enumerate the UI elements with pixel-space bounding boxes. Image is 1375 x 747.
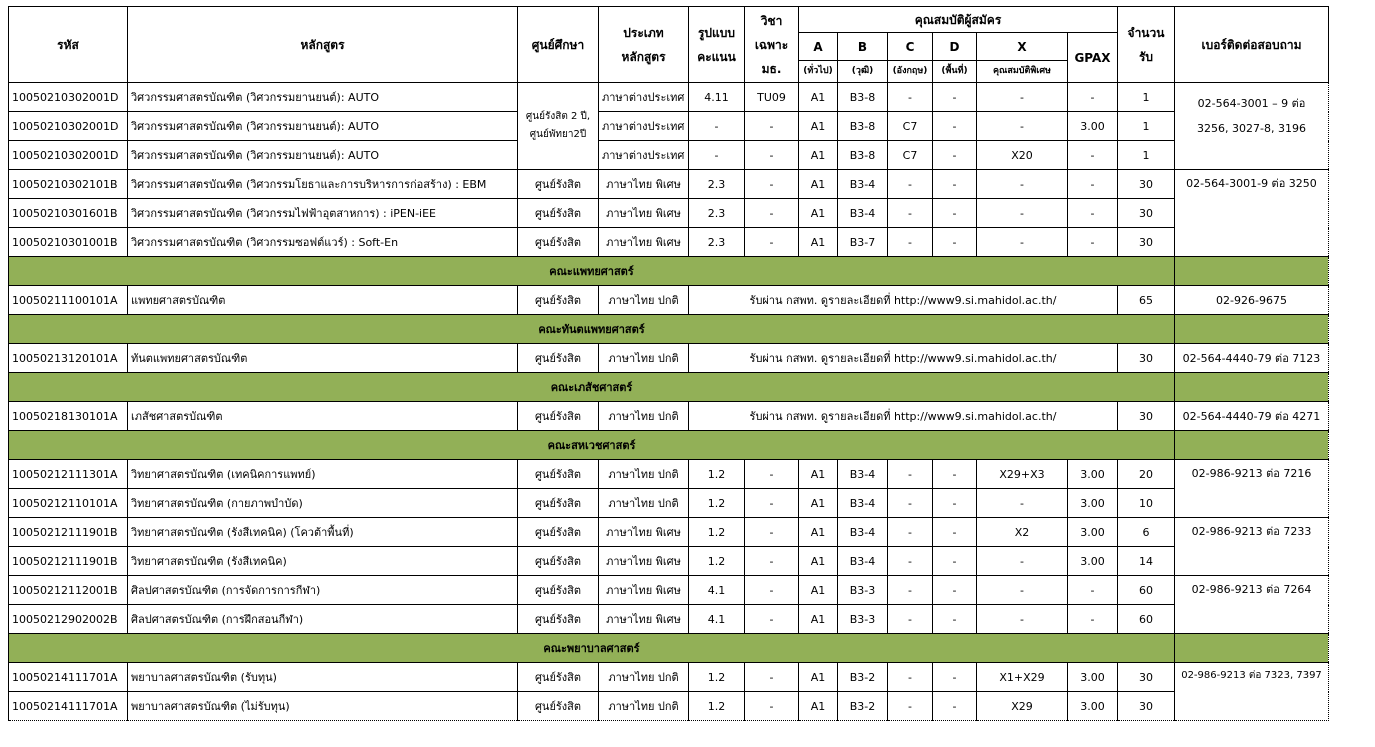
- cell-gpax: -: [1068, 141, 1118, 170]
- header-contact: เบอร์ติดต่อสอบถาม: [1175, 7, 1329, 83]
- cell-code: 10050212110101A: [9, 489, 128, 518]
- cell-x: -: [977, 576, 1068, 605]
- cell-gpax: -: [1068, 576, 1118, 605]
- cell-code: 10050210302101B: [9, 170, 128, 199]
- admissions-table: [8, 6, 1329, 721]
- cell-type: ภาษาไทย พิเศษ: [599, 199, 689, 228]
- cell-gpax: 3.00: [1068, 112, 1118, 141]
- cell-seats: 1: [1118, 141, 1175, 170]
- cell-code: 10050213120101A: [9, 344, 128, 373]
- header-code: รหัส: [9, 7, 128, 83]
- cell-c: -: [888, 199, 933, 228]
- cell-subject: -: [745, 547, 799, 576]
- cell-center: ศูนย์รังสิต: [518, 518, 599, 547]
- faculty-empty-cell: [1175, 634, 1329, 663]
- cell-contact: 02-564-4440-79 ต่อ 4271: [1175, 402, 1329, 431]
- table-row: [9, 460, 1329, 489]
- cell-b: B3-2: [838, 692, 888, 721]
- header-program: หลักสูตร: [128, 7, 518, 83]
- cell-program: ศิลปศาสตรบัณฑิต (การฝึกสอนกีฬา): [128, 605, 518, 634]
- cell-seats: 30: [1118, 692, 1175, 721]
- faculty-label: คณะทันตแพทยศาสตร์: [9, 315, 1175, 344]
- cell-contact-merged: 02-564-3001-9 ต่อ 3250: [1175, 170, 1329, 257]
- table-row: [9, 576, 1329, 605]
- cell-center: ศูนย์รังสิต: [518, 692, 599, 721]
- cell-center-l1: ศูนย์รังสิต 2 ปี,: [525, 111, 591, 122]
- cell-contact-l1: 02-564-3001 – 9 ต่อ: [1197, 97, 1306, 110]
- cell-type: ภาษาไทย ปกติ: [599, 344, 689, 373]
- cell-a: A1: [799, 547, 838, 576]
- cell-subject: -: [745, 460, 799, 489]
- cell-program: วิศวกรรมศาสตรบัณฑิต (วิศวกรรมไฟฟ้าอุตสาหการ) : iPEN-iEE: [128, 199, 518, 228]
- header-seats-l1: จำนวน: [1127, 25, 1165, 40]
- cell-code: 10050218130101A: [9, 402, 128, 431]
- cell-type: ภาษาไทย ปกติ: [599, 460, 689, 489]
- cell-a: A1: [799, 576, 838, 605]
- cell-note: รับผ่าน กสพท. ดูรายละเอียดที่ http://www9.si.mahidol.ac.th/: [689, 402, 1118, 431]
- header-score-l1: รูปแบบ: [697, 25, 736, 40]
- cell-type: ภาษาไทย ปกติ: [599, 663, 689, 692]
- cell-d: -: [933, 692, 977, 721]
- cell-code: 10050212112001B: [9, 576, 128, 605]
- cell-c: -: [888, 170, 933, 199]
- cell-seats: 60: [1118, 576, 1175, 605]
- cell-x: -: [977, 228, 1068, 257]
- cell-type: ภาษาต่างประเทศ: [599, 141, 689, 170]
- faculty-row: [9, 634, 1329, 663]
- faculty-label: คณะพยาบาลศาสตร์: [9, 634, 1175, 663]
- cell-gpax: 3.00: [1068, 692, 1118, 721]
- cell-center: ศูนย์รังสิต: [518, 576, 599, 605]
- cell-a: A1: [799, 228, 838, 257]
- faculty-empty-cell: [1175, 373, 1329, 402]
- cell-subject: -: [745, 663, 799, 692]
- cell-d: -: [933, 605, 977, 634]
- cell-d: -: [933, 141, 977, 170]
- cell-seats: 10: [1118, 489, 1175, 518]
- faculty-empty-cell: [1175, 315, 1329, 344]
- cell-x: -: [977, 489, 1068, 518]
- cell-gpax: -: [1068, 199, 1118, 228]
- cell-seats: 1: [1118, 83, 1175, 112]
- cell-b: B3-4: [838, 199, 888, 228]
- cell-b: B3-4: [838, 518, 888, 547]
- cell-d: -: [933, 489, 977, 518]
- cell-gpax: 3.00: [1068, 489, 1118, 518]
- table-row: [9, 344, 1329, 373]
- header-score: [689, 7, 745, 83]
- table-row: [9, 663, 1329, 692]
- header-type: [599, 7, 689, 83]
- cell-score: 2.3: [689, 199, 745, 228]
- cell-subject: -: [745, 518, 799, 547]
- cell-program: วิศวกรรมศาสตรบัณฑิต (วิศวกรรมยานยนต์): AUTO: [128, 112, 518, 141]
- table-row: [9, 489, 1329, 518]
- cell-b: B3-4: [838, 170, 888, 199]
- cell-subject: -: [745, 692, 799, 721]
- cell-center: ศูนย์รังสิต: [518, 286, 599, 315]
- cell-x: X20: [977, 141, 1068, 170]
- cell-code: 10050211100101A: [9, 286, 128, 315]
- cell-code: 10050210301001B: [9, 228, 128, 257]
- cell-contact: 02-926-9675: [1175, 286, 1329, 315]
- cell-c: -: [888, 576, 933, 605]
- cell-seats: 30: [1118, 402, 1175, 431]
- cell-gpax: 3.00: [1068, 663, 1118, 692]
- cell-seats: 65: [1118, 286, 1175, 315]
- cell-code: 10050210301601B: [9, 199, 128, 228]
- cell-center: ศูนย์รังสิต: [518, 199, 599, 228]
- cell-a: A1: [799, 692, 838, 721]
- header-d: D: [933, 33, 977, 61]
- cell-gpax: 3.00: [1068, 518, 1118, 547]
- header-b: B: [838, 33, 888, 61]
- cell-b: B3-8: [838, 83, 888, 112]
- cell-x: -: [977, 170, 1068, 199]
- cell-program: แพทยศาสตรบัณฑิต: [128, 286, 518, 315]
- cell-center: ศูนย์รังสิต: [518, 460, 599, 489]
- cell-x: X2: [977, 518, 1068, 547]
- cell-x: -: [977, 112, 1068, 141]
- header-subject: [745, 7, 799, 83]
- cell-d: -: [933, 663, 977, 692]
- cell-subject: -: [745, 228, 799, 257]
- cell-subject: -: [745, 605, 799, 634]
- cell-contact-l2: 3256, 3027-8, 3196: [1197, 122, 1306, 136]
- faculty-empty-cell: [1175, 257, 1329, 286]
- cell-code: 10050210302001D: [9, 83, 128, 112]
- header-subject-l2: เฉพาะ: [754, 37, 789, 52]
- cell-a: A1: [799, 489, 838, 518]
- cell-type: ภาษาไทย ปกติ: [599, 286, 689, 315]
- cell-d: -: [933, 170, 977, 199]
- header-type-l1: ประเภท: [623, 25, 664, 40]
- header-c: C: [888, 33, 933, 61]
- cell-program: ศิลปศาสตรบัณฑิต (การจัดการการกีฬา): [128, 576, 518, 605]
- cell-score: 2.3: [689, 170, 745, 199]
- cell-x: -: [977, 605, 1068, 634]
- cell-score: 4.1: [689, 576, 745, 605]
- header-score-l2: คะแนน: [697, 49, 736, 64]
- header-subject-l1: วิชา: [760, 13, 783, 28]
- table-row: [9, 605, 1329, 634]
- cell-program: ทันตแพทยศาสตรบัณฑิต: [128, 344, 518, 373]
- cell-b: B3-3: [838, 605, 888, 634]
- cell-contact-merged: 02-986-9213 ต่อ 7323, 7397: [1175, 663, 1329, 721]
- cell-x: -: [977, 199, 1068, 228]
- cell-score: 4.1: [689, 605, 745, 634]
- header-qualifications: คุณสมบัติผู้สมัคร: [799, 7, 1118, 33]
- cell-center: ศูนย์รังสิต: [518, 170, 599, 199]
- cell-code: 10050214111701A: [9, 663, 128, 692]
- cell-seats: 30: [1118, 170, 1175, 199]
- header-seats-l2: รับ: [1138, 49, 1154, 64]
- cell-score: 1.2: [689, 547, 745, 576]
- cell-gpax: -: [1068, 605, 1118, 634]
- cell-program: วิศวกรรมศาสตรบัณฑิต (วิศวกรรมยานยนต์): AUTO: [128, 141, 518, 170]
- faculty-row: [9, 315, 1329, 344]
- cell-score: 1.2: [689, 460, 745, 489]
- header-a: A: [799, 33, 838, 61]
- header-center: ศูนย์ศึกษา: [518, 7, 599, 83]
- cell-center-merged: [518, 83, 599, 170]
- table-row: [9, 547, 1329, 576]
- cell-type: ภาษาไทย พิเศษ: [599, 547, 689, 576]
- cell-a: A1: [799, 460, 838, 489]
- table-row: [9, 112, 1329, 141]
- cell-program: พยาบาลศาสตรบัณฑิต (รับทุน): [128, 663, 518, 692]
- cell-gpax: -: [1068, 228, 1118, 257]
- cell-type: ภาษาไทย พิเศษ: [599, 170, 689, 199]
- cell-c: -: [888, 547, 933, 576]
- cell-gpax: 3.00: [1068, 460, 1118, 489]
- cell-type: ภาษาไทย พิเศษ: [599, 605, 689, 634]
- table-row: [9, 170, 1329, 199]
- cell-score: 4.11: [689, 83, 745, 112]
- cell-gpax: -: [1068, 83, 1118, 112]
- cell-contact-merged: 02-986-9213 ต่อ 7264: [1175, 576, 1329, 634]
- cell-code: 10050212902002B: [9, 605, 128, 634]
- cell-c: -: [888, 83, 933, 112]
- cell-seats: 60: [1118, 605, 1175, 634]
- cell-c: C7: [888, 112, 933, 141]
- cell-b: B3-4: [838, 460, 888, 489]
- cell-subject: -: [745, 112, 799, 141]
- cell-seats: 30: [1118, 228, 1175, 257]
- header-d-sub: (พื้นที่): [933, 61, 977, 83]
- cell-contact-merged: 02-986-9213 ต่อ 7233: [1175, 518, 1329, 576]
- cell-code: 10050210302001D: [9, 112, 128, 141]
- faculty-row: [9, 257, 1329, 286]
- cell-program: วิทยาศาสตรบัณฑิต (รังสีเทคนิค) (โควต้าพื้นที่): [128, 518, 518, 547]
- table-row: [9, 286, 1329, 315]
- cell-contact-merged: [1175, 83, 1329, 170]
- cell-program: วิศวกรรมศาสตรบัณฑิต (วิศวกรรมยานยนต์): AUTO: [128, 83, 518, 112]
- table-row: [9, 228, 1329, 257]
- cell-seats: 20: [1118, 460, 1175, 489]
- cell-b: B3-2: [838, 663, 888, 692]
- cell-x: X29: [977, 692, 1068, 721]
- cell-d: -: [933, 460, 977, 489]
- cell-note: รับผ่าน กสพท. ดูรายละเอียดที่ http://www9.si.mahidol.ac.th/: [689, 286, 1118, 315]
- cell-gpax: 3.00: [1068, 547, 1118, 576]
- cell-code: 10050210302001D: [9, 141, 128, 170]
- cell-a: A1: [799, 83, 838, 112]
- table-row: [9, 692, 1329, 721]
- cell-seats: 30: [1118, 199, 1175, 228]
- cell-subject: -: [745, 576, 799, 605]
- cell-b: B3-8: [838, 112, 888, 141]
- cell-program: วิทยาศาสตรบัณฑิต (กายภาพบำบัด): [128, 489, 518, 518]
- cell-type: ภาษาไทย พิเศษ: [599, 228, 689, 257]
- cell-program: วิศวกรรมศาสตรบัณฑิต (วิศวกรรมซอฟต์แวร์) : Soft-En: [128, 228, 518, 257]
- cell-b: B3-8: [838, 141, 888, 170]
- cell-b: B3-7: [838, 228, 888, 257]
- cell-x: -: [977, 547, 1068, 576]
- cell-subject: -: [745, 199, 799, 228]
- cell-d: -: [933, 83, 977, 112]
- cell-seats: 30: [1118, 344, 1175, 373]
- cell-b: B3-4: [838, 547, 888, 576]
- cell-code: 10050214111701A: [9, 692, 128, 721]
- cell-score: -: [689, 141, 745, 170]
- cell-note: รับผ่าน กสพท. ดูรายละเอียดที่ http://www9.si.mahidol.ac.th/: [689, 344, 1118, 373]
- cell-subject: -: [745, 170, 799, 199]
- cell-a: A1: [799, 605, 838, 634]
- cell-x: X1+X29: [977, 663, 1068, 692]
- faculty-label: คณะสหเวชศาสตร์: [9, 431, 1175, 460]
- faculty-row: [9, 431, 1329, 460]
- cell-type: ภาษาต่างประเทศ: [599, 112, 689, 141]
- cell-d: -: [933, 576, 977, 605]
- cell-d: -: [933, 547, 977, 576]
- cell-c: C7: [888, 141, 933, 170]
- header-a-sub: (ทั่วไป): [799, 61, 838, 83]
- cell-seats: 6: [1118, 518, 1175, 547]
- header-c-sub: (อังกฤษ): [888, 61, 933, 83]
- cell-type: ภาษาไทย ปกติ: [599, 402, 689, 431]
- cell-score: 1.2: [689, 489, 745, 518]
- cell-type: ภาษาไทย ปกติ: [599, 692, 689, 721]
- header-b-sub: (วุฒิ): [838, 61, 888, 83]
- cell-type: ภาษาไทย พิเศษ: [599, 576, 689, 605]
- cell-c: -: [888, 460, 933, 489]
- cell-subject: -: [745, 489, 799, 518]
- cell-program: วิศวกรรมศาสตรบัณฑิต (วิศวกรรมโยธาและการบริหารการก่อสร้าง) : EBM: [128, 170, 518, 199]
- cell-gpax: -: [1068, 170, 1118, 199]
- cell-center: ศูนย์รังสิต: [518, 228, 599, 257]
- cell-b: B3-3: [838, 576, 888, 605]
- cell-program: วิทยาศาสตรบัณฑิต (เทคนิคการแพทย์): [128, 460, 518, 489]
- cell-score: -: [689, 112, 745, 141]
- cell-a: A1: [799, 141, 838, 170]
- cell-score: 1.2: [689, 663, 745, 692]
- faculty-label: คณะเภสัชศาสตร์: [9, 373, 1175, 402]
- cell-center: ศูนย์รังสิต: [518, 663, 599, 692]
- cell-x: -: [977, 83, 1068, 112]
- cell-d: -: [933, 518, 977, 547]
- cell-code: 10050212111901B: [9, 547, 128, 576]
- cell-c: -: [888, 663, 933, 692]
- cell-d: -: [933, 228, 977, 257]
- cell-a: A1: [799, 170, 838, 199]
- cell-program: เภสัชศาสตรบัณฑิต: [128, 402, 518, 431]
- cell-b: B3-4: [838, 489, 888, 518]
- cell-c: -: [888, 228, 933, 257]
- cell-program: พยาบาลศาสตรบัณฑิต (ไม่รับทุน): [128, 692, 518, 721]
- cell-center: ศูนย์รังสิต: [518, 402, 599, 431]
- cell-a: A1: [799, 112, 838, 141]
- cell-a: A1: [799, 663, 838, 692]
- cell-seats: 1: [1118, 112, 1175, 141]
- faculty-row: [9, 373, 1329, 402]
- cell-center: ศูนย์รังสิต: [518, 547, 599, 576]
- cell-code: 10050212111301A: [9, 460, 128, 489]
- header-x-sub: คุณสมบัติพิเศษ: [977, 61, 1068, 83]
- header-gpax: GPAX: [1068, 33, 1118, 83]
- cell-c: -: [888, 518, 933, 547]
- cell-contact-merged: 02-986-9213 ต่อ 7216: [1175, 460, 1329, 518]
- cell-d: -: [933, 112, 977, 141]
- cell-center: ศูนย์รังสิต: [518, 344, 599, 373]
- cell-type: ภาษาต่างประเทศ: [599, 83, 689, 112]
- cell-type: ภาษาไทย ปกติ: [599, 489, 689, 518]
- header-seats: [1118, 7, 1175, 83]
- table-row: [9, 83, 1329, 112]
- cell-type: ภาษาไทย พิเศษ: [599, 518, 689, 547]
- cell-d: -: [933, 199, 977, 228]
- cell-subject: -: [745, 141, 799, 170]
- header-subject-l3: มธ.: [761, 61, 782, 76]
- cell-c: -: [888, 605, 933, 634]
- cell-subject: TU09: [745, 83, 799, 112]
- cell-center-l2: ศูนย์พัทยา2ปี: [529, 129, 587, 140]
- cell-center: ศูนย์รังสิต: [518, 489, 599, 518]
- cell-a: A1: [799, 518, 838, 547]
- cell-score: 1.2: [689, 518, 745, 547]
- cell-program: วิทยาศาสตรบัณฑิต (รังสีเทคนิค): [128, 547, 518, 576]
- cell-seats: 30: [1118, 663, 1175, 692]
- cell-score: 2.3: [689, 228, 745, 257]
- cell-c: -: [888, 692, 933, 721]
- cell-center: ศูนย์รังสิต: [518, 605, 599, 634]
- cell-score: 1.2: [689, 692, 745, 721]
- table-row: [9, 141, 1329, 170]
- cell-x: X29+X3: [977, 460, 1068, 489]
- table-row: [9, 402, 1329, 431]
- table-row: [9, 518, 1329, 547]
- cell-code: 10050212111901B: [9, 518, 128, 547]
- cell-seats: 14: [1118, 547, 1175, 576]
- faculty-empty-cell: [1175, 431, 1329, 460]
- cell-a: A1: [799, 199, 838, 228]
- header-x: X: [977, 33, 1068, 61]
- cell-contact: 02-564-4440-79 ต่อ 7123: [1175, 344, 1329, 373]
- faculty-label: คณะแพทยศาสตร์: [9, 257, 1175, 286]
- header-type-l2: หลักสูตร: [621, 49, 666, 64]
- cell-c: -: [888, 489, 933, 518]
- table-row: [9, 199, 1329, 228]
